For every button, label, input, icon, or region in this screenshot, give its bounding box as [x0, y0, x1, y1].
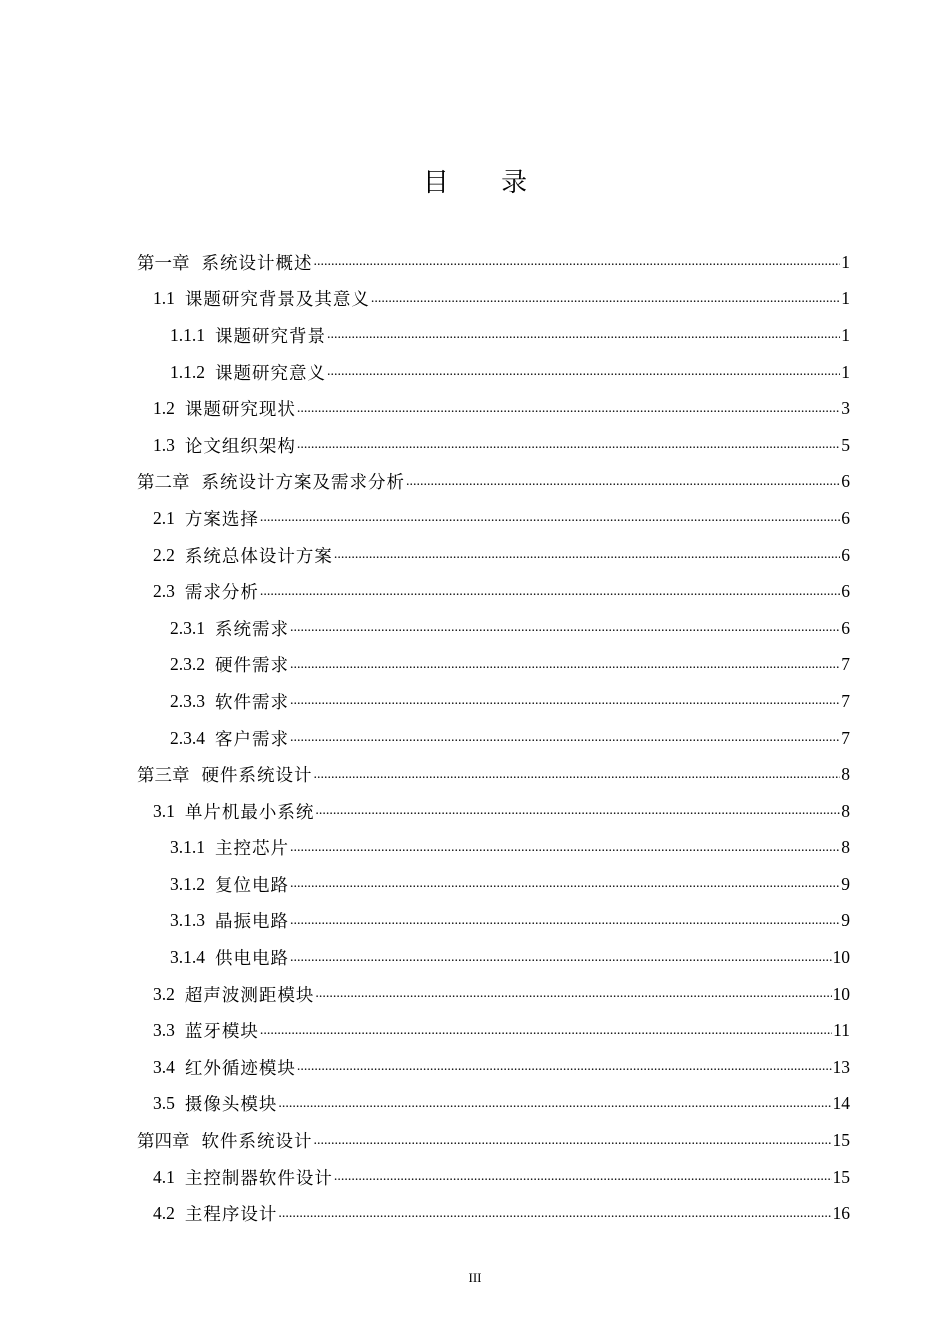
toc-entry-label: 硬件需求 [215, 656, 289, 677]
toc-entry-label: 供电电路 [215, 949, 289, 970]
toc-leader-dots [290, 910, 840, 932]
toc-entry[interactable] [137, 500, 850, 537]
toc-entry-number: 3.1 [153, 800, 175, 821]
toc-entry-number: 3.4 [153, 1056, 175, 1077]
toc-entry[interactable] [137, 464, 850, 501]
toc-leader-dots [297, 434, 840, 456]
toc-entry-label: 系统总体设计方案 [184, 546, 333, 567]
toc-leader-dots [406, 471, 840, 493]
toc-entry-number: 4.1 [153, 1166, 175, 1187]
toc-entry-page: 6 [841, 581, 850, 602]
toc-entry-page: 1 [841, 288, 850, 309]
toc-leader-dots [290, 947, 832, 969]
toc-entry-number: 4.2 [153, 1203, 175, 1224]
toc-entry-page: 8 [841, 764, 850, 785]
toc-entry[interactable] [137, 830, 850, 867]
toc-entry-number: 第一章 [137, 252, 190, 273]
toc-entry-number: 3.1.2 [170, 873, 205, 894]
toc-entry-page: 11 [833, 1020, 850, 1041]
toc-entry[interactable] [137, 1122, 850, 1159]
toc-entry-label: 软件系统设计 [201, 1132, 313, 1153]
toc-entry-number: 3.1.3 [170, 910, 205, 931]
table-of-contents [137, 244, 850, 1232]
toc-entry-label: 课题研究现状 [184, 400, 296, 421]
toc-entry-number: 第四章 [137, 1131, 190, 1152]
toc-entry-page: 15 [832, 1130, 850, 1151]
toc-leader-dots [297, 398, 840, 420]
toc-entry[interactable] [137, 939, 850, 976]
toc-leader-dots [314, 764, 841, 786]
toc-entry-number: 2.1 [153, 507, 175, 528]
toc-entry-number: 第二章 [137, 472, 190, 493]
toc-entry-page: 13 [832, 1056, 850, 1077]
toc-entry-label: 硬件系统设计 [201, 766, 313, 787]
toc-entry-number: 2.3.3 [170, 690, 205, 711]
toc-entry-page: 6 [841, 507, 850, 528]
toc-entry[interactable] [137, 1012, 850, 1049]
toc-leader-dots [371, 288, 840, 310]
toc-entry[interactable] [137, 720, 850, 757]
toc-entry-page: 6 [841, 544, 850, 565]
toc-entry[interactable] [137, 647, 850, 684]
toc-entry-page: 10 [832, 983, 850, 1004]
toc-entry-label: 系统设计方案及需求分析 [201, 473, 405, 494]
toc-entry-number: 2.3.4 [170, 727, 205, 748]
toc-entry-label: 软件需求 [215, 692, 289, 713]
toc-leader-dots [327, 324, 840, 346]
toc-entry-number: 1.1.1 [170, 324, 205, 345]
toc-entry-number: 1.1 [153, 288, 175, 309]
page-title: 目 录 [422, 168, 550, 198]
toc-entry-page: 6 [841, 617, 850, 638]
toc-entry-number: 3.5 [153, 1093, 175, 1114]
toc-leader-dots [290, 690, 840, 712]
toc-entry-number: 1.2 [153, 398, 175, 419]
toc-leader-dots [290, 873, 840, 895]
toc-entry[interactable] [137, 1159, 850, 1196]
toc-entry-label: 方案选择 [184, 509, 259, 530]
toc-entry-number: 第三章 [137, 765, 190, 786]
toc-leader-dots [334, 544, 840, 566]
toc-entry[interactable] [137, 976, 850, 1013]
toc-entry-page: 8 [841, 837, 850, 858]
toc-entry[interactable] [137, 317, 850, 354]
toc-leader-dots [290, 727, 840, 749]
toc-entry[interactable] [137, 866, 850, 903]
toc-entry[interactable] [137, 1195, 850, 1232]
toc-entry-label: 论文组织架构 [184, 436, 296, 457]
toc-leader-dots [278, 1093, 831, 1115]
toc-entry[interactable] [137, 610, 850, 647]
toc-entry-label: 课题研究意义 [215, 363, 326, 384]
toc-entry-number: 2.3 [153, 581, 175, 602]
toc-entry-label: 主控芯片 [215, 839, 289, 860]
toc-entry-number: 3.1.1 [170, 837, 205, 858]
toc-entry-number: 1.1.2 [170, 361, 205, 382]
toc-entry[interactable] [137, 756, 850, 793]
toc-leader-dots [290, 654, 840, 676]
toc-entry-label: 主控制器软件设计 [184, 1168, 333, 1189]
toc-entry-page: 8 [841, 800, 850, 821]
toc-entry-number: 3.1.4 [170, 947, 205, 968]
toc-entry-label: 主程序设计 [184, 1205, 278, 1226]
toc-leader-dots [278, 1203, 831, 1225]
toc-entry-page: 16 [832, 1203, 850, 1224]
toc-entry[interactable] [137, 903, 850, 940]
toc-leader-dots [260, 507, 840, 529]
toc-entry[interactable] [137, 281, 850, 318]
toc-entry-page: 7 [841, 690, 850, 711]
toc-leader-dots [314, 251, 841, 273]
toc-entry-number: 2.3.1 [170, 617, 205, 638]
toc-leader-dots [290, 837, 840, 859]
toc-entry-label: 系统设计概述 [201, 253, 313, 274]
toc-entry-page: 3 [841, 398, 850, 419]
toc-entry-label: 蓝牙模块 [184, 1022, 259, 1043]
toc-entry-page: 15 [832, 1166, 850, 1187]
toc-entry-number: 2.2 [153, 544, 175, 565]
toc-entry-number: 3.3 [153, 1020, 175, 1041]
toc-leader-dots [297, 1056, 832, 1078]
toc-entry[interactable] [137, 683, 850, 720]
toc-entry-page: 6 [841, 471, 850, 492]
toc-entry-label: 晶振电路 [215, 912, 289, 933]
toc-entry-label: 单片机最小系统 [184, 802, 315, 823]
toc-entry-label: 超声波测距模块 [184, 985, 315, 1006]
toc-entry-page: 14 [832, 1093, 850, 1114]
toc-entry[interactable] [137, 793, 850, 830]
toc-entry[interactable] [137, 1049, 850, 1086]
toc-entry-page: 9 [841, 873, 850, 894]
toc-leader-dots [314, 1130, 832, 1152]
toc-entry-page: 9 [841, 910, 850, 931]
toc-leader-dots [260, 581, 840, 603]
toc-entry-label: 红外循迹模块 [184, 1058, 296, 1079]
toc-entry-page: 10 [832, 947, 850, 968]
toc-entry-label: 需求分析 [184, 583, 259, 604]
toc-leader-dots [260, 1020, 832, 1042]
toc-entry-page: 1 [841, 251, 850, 272]
toc-entry-number: 1.3 [153, 434, 175, 455]
toc-entry[interactable] [137, 427, 850, 464]
toc-entry[interactable] [137, 354, 850, 391]
toc-entry-label: 课题研究背景 [215, 326, 326, 347]
toc-entry-page: 5 [841, 434, 850, 455]
toc-leader-dots [315, 800, 840, 822]
toc-entry-page: 7 [841, 727, 850, 748]
toc-entry[interactable] [137, 537, 850, 574]
toc-leader-dots [334, 1166, 832, 1188]
toc-entry-label: 复位电路 [215, 875, 289, 896]
toc-leader-dots [290, 617, 840, 639]
toc-leader-dots [327, 361, 840, 383]
page-number: III [468, 1270, 482, 1285]
toc-entry-page: 1 [841, 361, 850, 382]
toc-entry-page: 7 [841, 654, 850, 675]
toc-entry[interactable] [137, 573, 850, 610]
toc-entry-number: 2.3.2 [170, 654, 205, 675]
toc-entry-label: 摄像头模块 [184, 1095, 278, 1116]
toc-entry-label: 客户需求 [215, 729, 289, 750]
toc-entry-label: 课题研究背景及其意义 [184, 290, 370, 311]
toc-leader-dots [315, 983, 831, 1005]
toc-entry[interactable] [137, 390, 850, 427]
toc-entry[interactable] [137, 1086, 850, 1123]
toc-entry-number: 3.2 [153, 983, 175, 1004]
toc-entry-page: 1 [841, 324, 850, 345]
toc-entry-label: 系统需求 [215, 619, 289, 640]
toc-entry[interactable] [137, 244, 850, 281]
